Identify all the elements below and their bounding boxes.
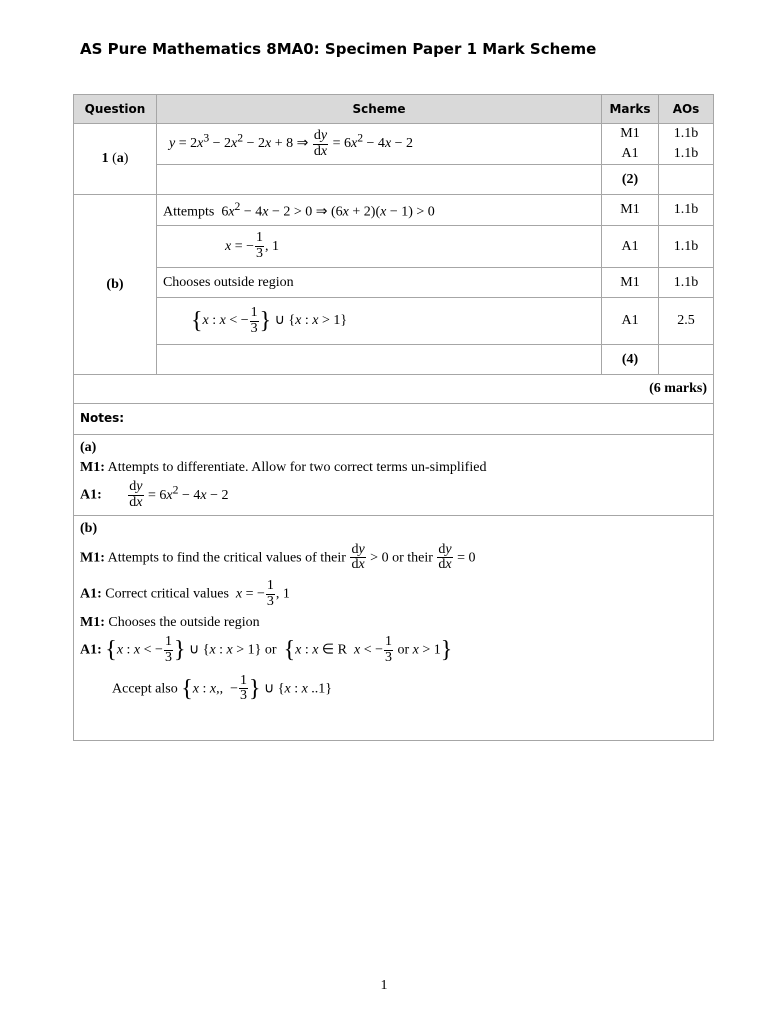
page-title: AS Pure Mathematics 8MA0: Specimen Paper 1 Mark Scheme bbox=[80, 40, 597, 58]
total-q1a: (2) bbox=[602, 165, 659, 195]
table-row-notes-b bbox=[74, 515, 714, 740]
scheme-q1b-1: Attempts $6x^2 - 4x - 2 > 0$ ⇒ (6x + 2)(x − 1) > 0 bbox=[156, 195, 601, 226]
scheme-q1b-3: Chooses outside region bbox=[156, 268, 601, 298]
table-row-notes-label bbox=[74, 404, 714, 435]
mark-scheme-table bbox=[73, 94, 714, 741]
page-number: 1 bbox=[380, 978, 388, 993]
notes-label: Notes: bbox=[80, 411, 125, 425]
header-row bbox=[74, 95, 714, 124]
question-label-1a: 1 (a) bbox=[74, 124, 157, 195]
table-row-q1b-total bbox=[74, 345, 714, 375]
aos-q1a: 1.1b 1.1b bbox=[659, 124, 714, 165]
table-row-q1b-3: Chooses outside region M1 1.1b bbox=[74, 268, 714, 298]
table-row-q1b-2: x = − $\frac{1}{3}$ , 1 A1 1.1b bbox=[74, 226, 714, 268]
marks-q1a: M1 A1 bbox=[602, 124, 659, 165]
table-row-q1a bbox=[74, 124, 714, 165]
scheme-q1a: $y = 2x^3 - 2x^2 - 2x + 8$ ⇒ $\frac{dy}{dx}$ = $6x^2 - 4x - 2$ bbox=[156, 124, 601, 165]
part-a: a bbox=[116, 151, 124, 166]
notes-a: (a) M1: Attempts to differentiate. Allow for two correct terms un-simplified A1: $\frac{dy}{dx}$ = $6x^2 - 4x - 2$ bbox=[74, 435, 714, 516]
total-q1b: (4) bbox=[602, 345, 659, 375]
table-row-q1b-1: (b) Attempts $6x^2 - 4x - 2 > 0$ ⇒ (6x + 2)(x − 1) > 0 M1 1.1b bbox=[74, 195, 714, 226]
notes-b: (b) M1: Attempts to find the critical values of their $\frac{dy}{dx}$ > 0 or their $\frac{dy}{dx}$ = 0 A1: Correct critical values x = − $\frac{1}{3}$ , 1 M1: Chooses the outside region A1: {x : x < − $\frac{1}{3}$ } ∪ {x : x > 1} or {x : x ∈ R x < − $\frac{1}{3}$ or x > 1} Accept also {x : x,, − $\frac{1}{3}$ } ∪ {x : x ..1} bbox=[74, 515, 714, 740]
scheme-q1b-2: x = − $\frac{1}{3}$ , 1 bbox=[156, 226, 601, 268]
total-marks: (6 marks) bbox=[74, 375, 714, 404]
question-label-1b: (b) bbox=[74, 195, 157, 375]
table-row-notes-a bbox=[74, 435, 714, 516]
table-row-q1b-4: {x : x < − $\frac{1}{3}$ } ∪ {x : x > 1} A1 2.5 bbox=[74, 298, 714, 345]
scheme-q1b-4: {x : x < − $\frac{1}{3}$ } ∪ {x : x > 1} bbox=[156, 298, 601, 345]
header-aos: AOs bbox=[659, 95, 714, 124]
header-marks: Marks bbox=[602, 95, 659, 124]
header-scheme: Scheme bbox=[156, 95, 601, 124]
header-question: Question bbox=[74, 95, 157, 124]
table-row-total-marks bbox=[74, 375, 714, 404]
table-row-q1a-total bbox=[74, 165, 714, 195]
